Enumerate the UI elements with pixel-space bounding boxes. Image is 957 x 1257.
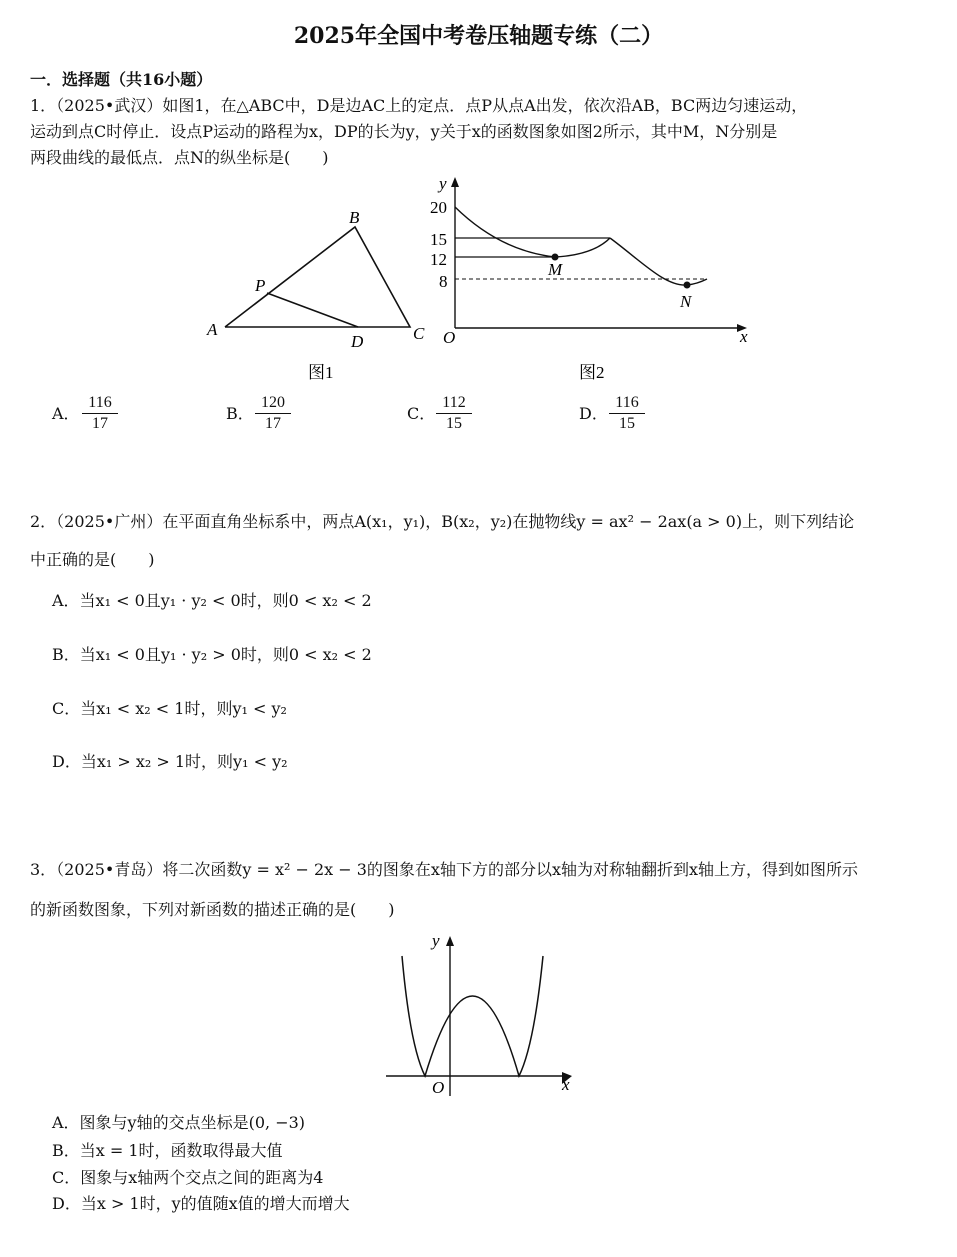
q1-option-a-numerator: 116 (82, 393, 118, 414)
y-tick-15: 15 (430, 230, 447, 249)
q1-option-c-denominator: 15 (446, 415, 462, 432)
q3-y-axis-label: y (432, 931, 440, 950)
q1-option-c-numerator: 112 (436, 393, 472, 414)
y-tick-12: 12 (430, 250, 447, 269)
q3-y-axis-arrow (446, 936, 454, 946)
q1-line-2: 运动到点C时停止．设点P运动的路程为x，DP的长为y，y关于x的函数图象如图2所示，其中M，N分别是 (30, 122, 778, 141)
q3-origin-label: O (432, 1078, 445, 1097)
q1-line-1: 1．（2025•武汉）如图1，在△ABC中，D是边AC上的定点．点P从点A出发，依次沿AB，BC两边匀速运动， (30, 96, 808, 115)
curve-segment-2 (610, 238, 707, 285)
y-tick-8: 8 (439, 272, 448, 291)
q1-figure-1 (195, 205, 445, 390)
q3-figure (380, 930, 580, 1100)
y-tick-20: 20 (430, 198, 447, 217)
q3-line-1: 3．（2025•青岛）将二次函数y = x² − 2x − 3的图象在x轴下方的部分以x轴为对称轴翻折到x轴上方，得到如图所示 (30, 860, 859, 879)
label-n: N (680, 292, 692, 311)
label-d: D (351, 332, 364, 351)
q3-x-axis-label: x (562, 1075, 570, 1094)
y-axis-label: y (439, 175, 447, 193)
q3-option-b: B．当x = 1时，函数取得最大值 (52, 1141, 283, 1160)
q2-option-c: C．当x₁ < x₂ < 1时，则y₁ < y₂ (52, 699, 287, 718)
q2-option-d: D．当x₁ > x₂ > 1时，则y₁ < y₂ (52, 752, 288, 771)
q1-figure-2 (425, 175, 760, 390)
curve-segment-1 (455, 207, 610, 257)
q2-option-b: B．当x₁ < 0且y₁ · y₂ > 0时，则0 < x₂ < 2 (52, 645, 372, 664)
figure-2-caption: 图2 (579, 363, 605, 382)
section-heading: 一．选择题（共16小题） (30, 70, 213, 89)
q1-option-c-letter: C． (407, 404, 436, 423)
q2-line-2: 中正确的是( ) (30, 550, 155, 569)
q1-option-d-denominator: 15 (619, 415, 635, 432)
q2-option-a: A．当x₁ < 0且y₁ · y₂ < 0时，则0 < x₂ < 2 (52, 591, 372, 610)
q2-line-1: 2．（2025•广州）在平面直角坐标系中，两点A(x₁，y₁)，B(x₂，y₂)在抛物线y = ax² − 2ax(a > 0)上，则下列结论 (30, 512, 855, 531)
page-title: 2025年全国中考卷压轴题专练（二） (293, 23, 664, 49)
point-n (684, 282, 691, 289)
q1-option-b-letter: B． (226, 404, 254, 423)
y-axis-arrow (451, 177, 459, 187)
label-b: B (349, 208, 360, 227)
q1-option-a-fraction (82, 393, 118, 434)
x-axis-label: x (740, 327, 748, 346)
q1-option-b-denominator: 17 (265, 415, 281, 432)
folded-parabola (402, 956, 543, 1076)
q1-option-b-numerator: 120 (255, 393, 291, 414)
q3-line-2: 的新函数图象，下列对新函数的描述正确的是( ) (30, 900, 395, 919)
q1-line-3: 两段曲线的最低点．点N的纵坐标是( ) (30, 148, 329, 167)
origin-label: O (443, 328, 456, 347)
q3-option-a: A．图象与y轴的交点坐标是(0, −3) (52, 1113, 306, 1132)
q1-option-d-letter: D． (579, 404, 608, 423)
label-a: A (207, 320, 218, 339)
label-m: M (548, 260, 563, 279)
figure-1-caption: 图1 (308, 363, 334, 382)
segment-pd (267, 293, 358, 327)
q3-option-c: C．图象与x轴两个交点之间的距离为4 (52, 1168, 324, 1187)
label-p: P (255, 276, 266, 295)
q1-option-d-numerator: 116 (609, 393, 645, 414)
q3-option-d: D．当x > 1时，y的值随x值的增大而增大 (52, 1194, 350, 1213)
q1-option-a-denominator: 17 (92, 415, 108, 432)
q1-option-a-letter: A． (52, 404, 80, 423)
q1-option-d-fraction (609, 393, 645, 434)
q1-option-c-fraction (436, 393, 472, 434)
label-c: C (413, 324, 425, 343)
q1-option-b-fraction (255, 393, 291, 434)
